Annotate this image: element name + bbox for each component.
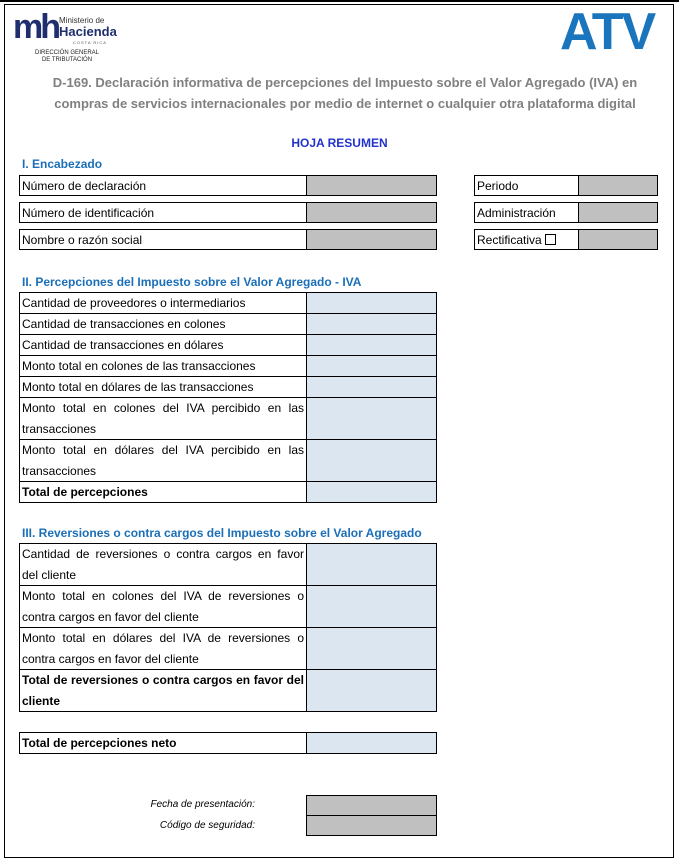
label-iva-colones-percibido: Monto total en colones del IVA percibido en las transacciones [19,397,307,440]
field-transacciones-dolares[interactable] [306,334,437,356]
section-reversiones-heading: III. Reversiones o contra cargos del Impuesto sobre el Valor Agregado [22,526,422,540]
field-monto-dolares-transacciones[interactable] [306,376,437,398]
field-total-percepciones[interactable] [306,481,437,503]
label-cantidad-proveedores: Cantidad de proveedores o intermediarios [19,292,307,314]
field-monto-colones-transacciones[interactable] [306,355,437,377]
field-cantidad-proveedores[interactable] [306,292,437,314]
field-codigo-seguridad[interactable] [306,815,437,836]
label-rectificativa [474,229,579,250]
field-numero-identificacion[interactable] [306,202,437,223]
field-fecha-presentacion[interactable] [306,795,437,816]
label-numero-declaracion: Número de declaración [19,175,307,196]
field-transacciones-colones[interactable] [306,313,437,335]
field-iva-colones-percibido[interactable] [306,397,437,440]
field-numero-declaracion[interactable] [306,175,437,196]
field-administracion[interactable] [578,202,658,223]
label-administracion: Administración [474,202,579,223]
label-numero-identificacion: Número de identificación [19,202,307,223]
field-iva-dolares-reversiones[interactable] [306,627,437,670]
form-title [30,72,660,114]
label-iva-dolares-reversiones: Monto total en dólares del IVA de reversiones o contra cargos en favor del cliente [19,627,307,670]
field-total-reversiones[interactable] [306,669,437,712]
section-percepciones-heading: II. Percepciones del Impuesto sobre el Valor Agregado - IVA [22,275,362,289]
form-title-line1: D-169. Declaración informativa de percepciones del Impuesto sobre el Valor Agregado (IVA) en [52,75,638,90]
logo-ministerio-text: Ministerio de [59,16,105,25]
field-rectificativa[interactable] [578,229,658,250]
label-iva-colones-reversiones: Monto total en colones del IVA de reversiones o contra cargos en favor del cliente [19,585,307,628]
rectificativa-checkbox[interactable] [545,234,556,245]
logo-country-text: COSTA RICA [73,40,107,45]
top-border-line [0,0,679,2]
logo-subtitle [17,50,117,64]
label-monto-colones-transacciones: Monto total en colones de las transacciones [19,355,307,377]
logo-subtitle-line1: DIRECCIÓN GENERAL [34,50,99,56]
label-transacciones-colones: Cantidad de transacciones en colones [19,313,307,335]
field-total-percepciones-neto[interactable] [306,732,437,754]
label-nombre-razon-social: Nombre o razón social [19,229,307,250]
hoja-resumen-heading: HOJA RESUMEN [291,136,388,150]
field-cantidad-reversiones[interactable] [306,543,437,586]
label-total-percepciones-neto: Total de percepciones neto [19,732,307,754]
logo-subtitle-line2: DE TRIBUTACIÓN [41,57,93,63]
hacienda-logo [13,8,128,70]
form-title-line2: compras de servicios internacionales por medio de internet o cualquier otra plataforma digital [54,96,636,111]
field-periodo[interactable] [578,175,658,196]
label-total-percepciones: Total de percepciones [19,481,307,503]
label-iva-dolares-percibido: Monto total en dólares del IVA percibido en las transacciones [19,439,307,482]
label-monto-dolares-transacciones: Monto total en dólares de las transacciones [19,376,307,398]
label-codigo-seguridad: Código de seguridad: [159,820,255,831]
label-total-reversiones: Total de reversiones o contra cargos en favor del cliente [19,669,307,712]
section-encabezado-heading: I. Encabezado [22,157,103,171]
label-transacciones-dolares: Cantidad de transacciones en dólares [19,334,307,356]
field-iva-dolares-percibido[interactable] [306,439,437,482]
mh-logo-mark: mh [13,8,58,46]
label-periodo: Periodo [474,175,579,196]
label-rectificativa-text: Rectificativa [477,233,542,247]
atv-logo: ATV [560,3,655,61]
label-cantidad-reversiones: Cantidad de reversiones o contra cargos en favor del cliente [19,543,307,586]
field-iva-colones-reversiones[interactable] [306,585,437,628]
logo-hacienda-text: Hacienda [59,24,117,39]
field-nombre-razon-social[interactable] [306,229,437,250]
label-fecha-presentacion: Fecha de presentación: [150,799,255,810]
